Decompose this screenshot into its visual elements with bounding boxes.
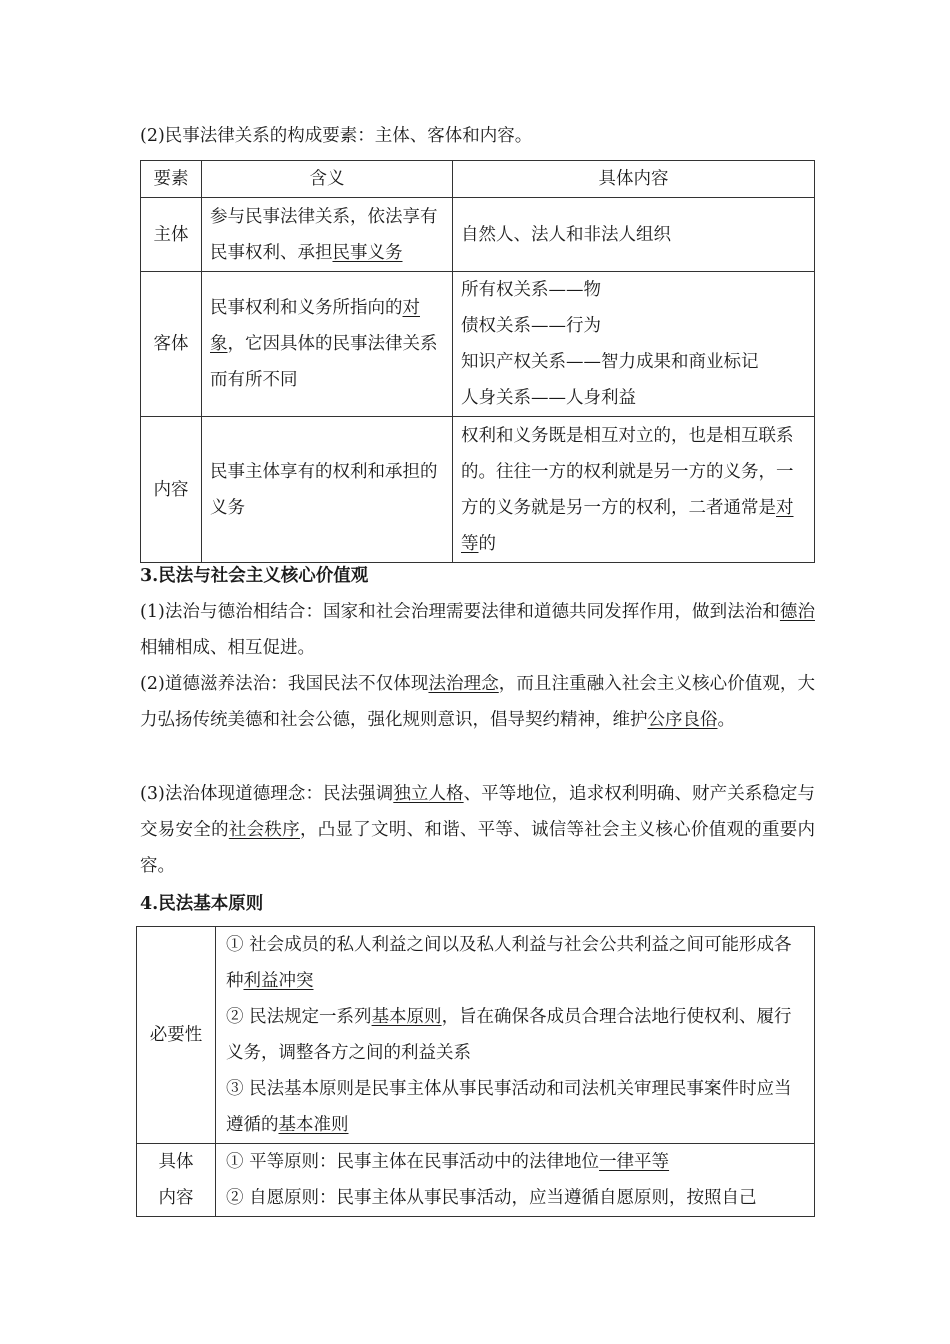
table-row: [141, 198, 815, 272]
content-line: 人身关系——人身利益: [461, 388, 636, 408]
table-header: 要素: [141, 161, 202, 198]
element-content: [453, 272, 815, 417]
specific-label: 具体 内容: [137, 1144, 216, 1217]
section4-title: 4.民法基本原则: [140, 894, 264, 914]
element-content: 权利和义务既是相互对立的，也是相互联系的。往往一方的权利就是另一方的义务，一方的义务就是另一方的权利，二者通常是对等的: [453, 417, 815, 563]
section3-paragraph-2: (2)道德滋养法治：我国民法不仅体现法治理念，而且注重融入社会主义核心价值观，大力弘扬传统美德和社会公德，强化规则意识，倡导契约精神，维护公序良俗。: [140, 674, 816, 730]
principles-table: [136, 926, 815, 1217]
principle-item: ① 平等原则：民事主体在民事活动中的法律地位一律平等: [226, 1152, 670, 1172]
table-header: 具体内容: [453, 161, 815, 198]
content-line: 债权关系——行为: [461, 316, 601, 336]
element-name: 内容: [141, 417, 202, 563]
necessity-item: ② 民法规定一系列基本原则，旨在确保各成员合理合法地行使权利、履行义务，调整各方之间的利益关系: [226, 1007, 792, 1063]
specific-content: [216, 1144, 815, 1217]
section3-paragraph-3: (3)法治体现道德理念：民法强调独立人格、平等地位，追求权利明确、财产关系稳定与交易安全的社会秩序，凸显了文明、和谐、平等、诚信等社会主义核心价值观的重要内容。: [140, 784, 816, 876]
necessity-item: ③ 民法基本原则是民事主体从事民事活动和司法机关审理民事案件时应当遵循的基本准则: [226, 1079, 792, 1135]
table-row: [141, 272, 815, 417]
necessity-content: [216, 927, 815, 1144]
table-row: [137, 1144, 815, 1217]
element-meaning: 参与民事法律关系，依法享有民事权利、承担民事义务: [202, 198, 453, 272]
element-meaning: 民事权利和义务所指向的对象，它因具体的民事法律关系而有所不同: [202, 272, 453, 417]
element-meaning: 民事主体享有的权利和承担的义务: [202, 417, 453, 563]
section3-paragraph-1: (1)法治与德治相结合：国家和社会治理需要法律和道德共同发挥作用，做到法治和德治相辅相成、相互促进。: [140, 602, 815, 658]
table-row: [137, 927, 815, 1144]
table-row: [141, 417, 815, 563]
content-line: 知识产权关系——智力成果和商业标记: [461, 352, 759, 372]
content-line: 所有权关系——物: [461, 280, 601, 300]
element-name: 客体: [141, 272, 202, 417]
table-header: 含义: [202, 161, 453, 198]
section3-title: 3.民法与社会主义核心价值观: [140, 566, 369, 586]
elements-table: [140, 160, 815, 563]
element-name: 主体: [141, 198, 202, 272]
principle-item: ② 自愿原则：民事主体从事民事活动，应当遵循自愿原则，按照自己: [226, 1188, 757, 1208]
intro-paragraph: (2)民事法律关系的构成要素：主体、客体和内容。: [140, 126, 533, 146]
necessity-item: ① 社会成员的私人利益之间以及私人利益与社会公共利益之间可能形成各种利益冲突: [226, 935, 792, 991]
element-content: 自然人、法人和非法人组织: [453, 198, 815, 272]
necessity-label: 必要性: [137, 927, 216, 1144]
